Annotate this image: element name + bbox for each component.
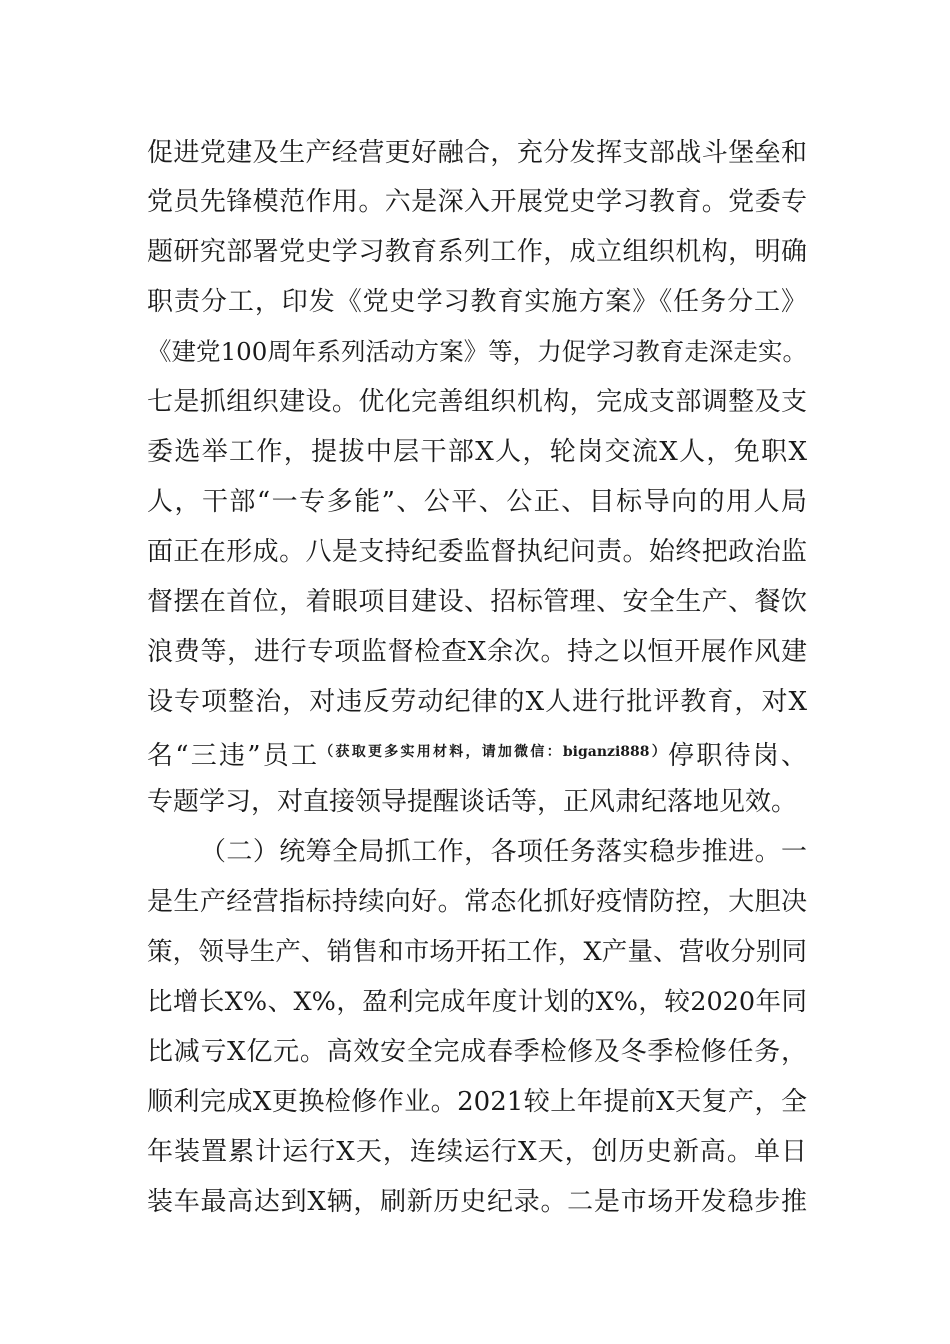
paragraph-line: 党员先锋模范作用。六是深入开展党史学习教育。党委专 xyxy=(147,187,807,217)
line-text-after-note: 停职待岗、 xyxy=(668,741,807,771)
paragraph-line: 比增长X%、X%，盈利完成年度计划的X%，较2020年同 xyxy=(147,987,807,1017)
paragraph-line: 七是抓组织建设。优化完善组织机构，完成支部调整及支 xyxy=(147,387,807,417)
paragraph-line: 年装置累计运行X天，连续运行X天，创历史新高。单日 xyxy=(147,1137,807,1167)
section-heading-line: （二）统筹全局抓工作，各项任务落实稳步推进。一 xyxy=(200,837,807,867)
paragraph-line: 装车最高达到X辆，刷新历史纪录。二是市场开发稳步推 xyxy=(147,1187,807,1217)
paragraph-line: 督摆在首位，着眼项目建设、招标管理、安全生产、餐饮 xyxy=(147,587,807,617)
paragraph-line: 比减亏X亿元。高效安全完成春季检修及冬季检修任务， xyxy=(147,1037,807,1067)
paragraph-line: 委选举工作，提拔中层干部X人，轮岗交流X人，免职X xyxy=(147,437,807,467)
paragraph-line: 面正在形成。八是支持纪委监督执纪问责。始终把政治监 xyxy=(147,537,807,567)
paragraph-line: 职责分工，印发《党史学习教育实施方案》《任务分工》 xyxy=(147,287,807,317)
paragraph-line: 《建党100周年系列活动方案》等，力促学习教育走深走实。 xyxy=(147,337,807,366)
paragraph-line-with-note xyxy=(147,732,807,772)
paragraph-line: 顺利完成X更换检修作业。2021较上年提前X天复产，全 xyxy=(147,1087,807,1117)
paragraph-line: 是生产经营指标持续向好。常态化抓好疫情防控，大胆决 xyxy=(147,887,807,917)
paragraph-line: 策，领导生产、销售和市场开拓工作，X产量、营收分别同 xyxy=(147,937,807,967)
paragraph-line: 设专项整治，对违反劳动纪律的X人进行批评教育，对X xyxy=(147,687,807,717)
paragraph-last-line: 专题学习，对直接领导提醒谈话等，正风肃纪落地见效。 xyxy=(147,787,798,817)
promo-note: （获取更多实用材料，请加微信：biganzi888） xyxy=(319,744,669,760)
line-text-before-note: 名“三违”员工 xyxy=(147,741,320,771)
paragraph-line: 促进党建及生产经营更好融合，充分发挥支部战斗堡垒和 xyxy=(147,138,807,168)
paragraph-line: 题研究部署党史学习教育系列工作，成立组织机构，明确 xyxy=(147,237,807,267)
paragraph-line: 人，干部“一专多能”、公平、公正、目标导向的用人局 xyxy=(147,487,807,517)
paragraph-line: 浪费等，进行专项监督检查X余次。持之以恒开展作风建 xyxy=(147,637,807,667)
